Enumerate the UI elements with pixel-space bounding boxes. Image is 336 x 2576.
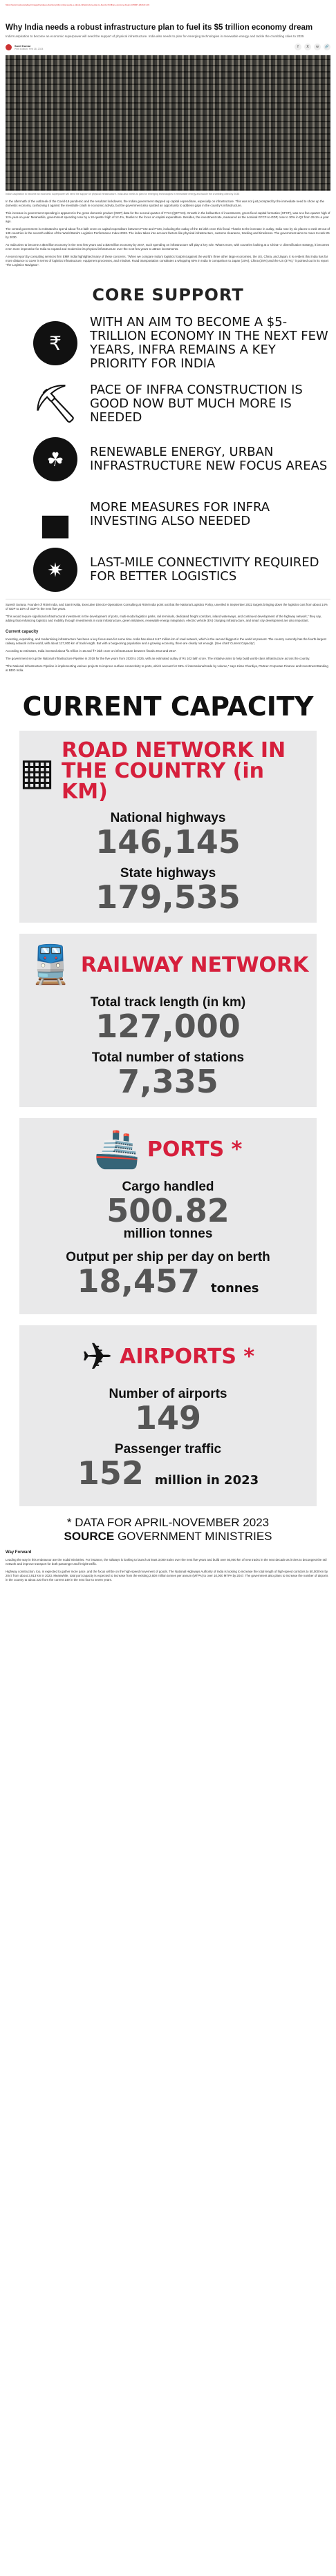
stat-value: 127,000 bbox=[95, 1008, 241, 1045]
stat-label: National highways bbox=[110, 811, 226, 825]
share-bar bbox=[295, 44, 330, 50]
crane-icon: ⛏ bbox=[31, 383, 80, 425]
stat-value: 7,335 bbox=[118, 1063, 218, 1100]
paragraph: "The National Infrastructure Pipeline is implementing various projects to improve surface connectivity to ports, which account for 95% of international trade by volume," says Kiran Chordiya, Partner-Corporate Finance and Investment Banking at BDO India. bbox=[6, 664, 328, 672]
paragraph: The central government is estimated to spend about ₹3.3 lakh crore on capital expenditure between FY22 and FY24, including the outlay of the 15 lakh crore this fiscal. Thanks to the increase in outlay, India rose by six places to rank 38 out of 139 countries in the seventh edition of the World Bank's Logistics Performance Index 2023. The index takes into account factors like physical infrastructure, customs clearance, tracking and timeliness. The government aims to move to rank 25 by 2030. bbox=[6, 227, 330, 239]
footnote-text: * DATA FOR APRIL-NOVEMBER 2023 bbox=[66, 1516, 270, 1529]
source-label: SOURCE bbox=[64, 1530, 115, 1543]
paragraph: Suresh Surana, Founder of RSM India, and Samir Kalia, Executive Director-Operations Consulting at RSM India point out that the National Logistics Policy, unveiled in September 2022 targets bringing down the logistics cost from about 14% of GDP to 10% of GDP in the next five years. bbox=[6, 603, 328, 611]
stat-value: 149 bbox=[134, 1399, 202, 1436]
paragraph: Leading the way in this endeavour are the nodal ministries. For instance, the railways is looking to launch at least 3,000 trains over the next five years and build over 50,000 km of new tracks in the next decade as it tries to decongest the rail network and improve transport for both passenger and freight traffic. bbox=[6, 1558, 327, 1566]
source-line bbox=[6, 1530, 330, 1544]
byline bbox=[6, 43, 330, 51]
source-text: GOVERNMENT MINISTRIES bbox=[117, 1530, 272, 1543]
road-icon: ▦ bbox=[19, 751, 55, 793]
current-capacity-title: CURRENT CAPACITY bbox=[22, 691, 314, 722]
capacity-footnote bbox=[6, 1516, 330, 1544]
article-body-3 bbox=[6, 1550, 330, 1582]
stat-unit: million in 2023 bbox=[154, 1473, 259, 1488]
section-heading: Current capacity bbox=[6, 630, 39, 634]
author-avatar bbox=[6, 44, 12, 50]
page-url[interactable]: https://www.businesstoday.in/magazine/deep-dive/story/why-india-needs-a-robust-infrastructure-plan-to-fuel-its-5-trillion-economy-dream-415927-2024-01-31 bbox=[6, 3, 150, 6]
paragraph: Investing, expanding, and modernising infrastructure has been a key focus area for some time. India has about 6.67 million km of road network, which is the second biggest in the world at present. The country currently has the fourth-largest railway network in the world, with about 127,000 km of track length. But with a burgeoning population and a growing economy, there are clearly not enough. (See chart 'Current Capacity') bbox=[6, 637, 326, 645]
stat-label: State highways bbox=[120, 866, 216, 881]
airports-header: AIRPORTS * bbox=[120, 1344, 255, 1369]
ship-icon: 🚢 bbox=[93, 1128, 140, 1170]
stat-label: Total number of stations bbox=[91, 1050, 245, 1065]
article-body-2 bbox=[6, 603, 330, 673]
ports-header: PORTS * bbox=[147, 1137, 243, 1162]
paragraph: A recent report by consulting services firm EMR India highlighted many of these concerns. "When we compare India's logistics footprint against the world's three other large economies, the US, China, and Japan, it is evident that India has far more distance to cover in terms of logistics infrastructure, equipment processes, and mindset. Road transportation constitutes a whopping 60% in India in comparison to Japan (15%), China (25%) and the US (37%)," it pointed out in its report 'The Logistics Navigator'. bbox=[6, 255, 329, 267]
stat-unit: tonnes bbox=[211, 1281, 259, 1296]
hero-image bbox=[6, 55, 330, 191]
core-item-text: LAST-MILE CONNECTIVITY REQUIRED FOR BETTER LOGISTICS bbox=[90, 555, 319, 584]
paragraph: The government set up the National Infrastructure Pipeline in 2019 for the five years from 2020 to 2025, with an estimated outlay of Rs 102 lakh crore. The initiative aims to help build world-class infrastructure across the country. bbox=[6, 657, 310, 660]
article-subtitle: India's aspiration to become an economic superpower will need the support of physical infrastructure. India also needs to plan for emerging technologies in renewable energy and tackle the crumbling cities to 2035 bbox=[6, 35, 304, 38]
stat-value: 152 bbox=[77, 1454, 144, 1492]
train-icon: 🚆 bbox=[27, 944, 74, 986]
network-icon: ✷ bbox=[33, 548, 77, 592]
stat-label: Output per ship per day on berth bbox=[66, 1250, 270, 1265]
core-item-text: WITH AN AIM TO BECOME A $5-TRILLION ECONOMY IN THE NEXT FEW YEARS, INFRA REMAINS A KEY PRIORITY FOR INDIA bbox=[90, 315, 328, 371]
core-item-text: RENEWABLE ENERGY, URBAN INFRASTRUCTURE NEW FOCUS AREAS bbox=[90, 445, 328, 473]
stat-value: 146,145 bbox=[95, 823, 241, 861]
hero-caption: India's aspiration to become an economic superpower will need the support of physical infrastructure. India also needs to plan for emerging technologies in renewable energy and tackle the crumbling cities by 2035 bbox=[6, 193, 240, 195]
paragraph: This increase in government spending is apparent in the gross domestic product (GDP) data for the second quarter of FY24 (Q2FY24). Growth in the bellwether of investments, gross fixed capital formation (GFCF), was at a five-quarter high of 11% year-on-year. Meanwhile, government spending rose by a 10-quarter high of 12.4%, thanks to the focus on capital expenditure. Besides, the investment rate, measured as the nominal GFCF-to-GDP, rose to 30% in Q2 from 29.1% a year ago. bbox=[6, 211, 330, 223]
money-icon: ▄ bbox=[41, 494, 69, 535]
core-item bbox=[33, 492, 330, 537]
core-item bbox=[33, 382, 330, 426]
stat-label: Passenger traffic bbox=[114, 1442, 222, 1457]
core-item-text: PACE OF INFRA CONSTRUCTION IS GOOD NOW BUT MUCH MORE IS NEEDED bbox=[90, 383, 303, 425]
stat-value-row bbox=[19, 1454, 317, 1497]
roads-header: ROAD NETWORK IN THE COUNTRY (in KM) bbox=[62, 738, 286, 804]
article-title: Why India needs a robust infrastructure plan to fuel its $5 trillion economy dream bbox=[6, 23, 313, 32]
stat-label: Total track length (in km) bbox=[90, 995, 246, 1010]
paragraph: "This would require significant infrastructural investment in the development of ports, multi-modal logistics parks, rail terminals, dedicated freight corridors, inland waterways, and continued development of the highway network," they say, adding that enhancing logistics and mobility through investments in rural infrastructure, green initiatives, renewable energy integration, electric vehicle (EV) charging infrastructure, and smart city development are also important. bbox=[6, 615, 321, 622]
core-item bbox=[33, 548, 330, 592]
core-item-text: MORE MEASURES FOR INFRA INVESTING ALSO NEEDED bbox=[90, 500, 270, 528]
stat-value-row bbox=[19, 1262, 317, 1305]
stat-value: 500.82 bbox=[106, 1192, 230, 1229]
author-name[interactable]: Sunil Kumar bbox=[15, 44, 31, 48]
core-support-title: CORE SUPPORT bbox=[92, 285, 244, 305]
rupee-icon: ₹ bbox=[33, 321, 77, 365]
x-icon[interactable]: X bbox=[304, 44, 311, 50]
stat-label: Number of airports bbox=[109, 1387, 227, 1401]
paragraph: In the aftermath of the outbreak of the Covid-19 pandemic and the resultant lockdowns, the Indian government stepped up capital expenditure, especially on infrastructure. This was not just prompted by the immediate need to shore up the domestic economy, cushioning it against the inevitable crash in economic activity, but the government also spotted an opportunity to address gaps in the country's infrastructure. bbox=[6, 200, 324, 207]
paragraph: According to estimates, India invested about ₹1 trillion in 16 and ₹7 lakh crore on infrastructure between fiscals 2013 and 2017. bbox=[6, 649, 177, 653]
section-heading: Way Forward bbox=[6, 1550, 32, 1555]
facebook-icon[interactable]: f bbox=[295, 44, 301, 50]
stat-unit: million tonnes bbox=[123, 1227, 213, 1241]
paragraph: As India aims to become a $5 trillion economy in the next few years and a $30 trillion economy by 2047, such spending on infrastructure will play a key role. What's more, with countries looking at a 'China+1' diversification strategy, it becomes even more imperative for India to expand and modernise its physical infrastructure over the next few years to attract investments. bbox=[6, 243, 330, 251]
ports-panel bbox=[19, 1118, 317, 1314]
link-icon[interactable]: 🔗 bbox=[324, 45, 330, 49]
stat-label: Cargo handled bbox=[122, 1180, 214, 1194]
railway-header: RAILWAY NETWORK bbox=[80, 952, 309, 977]
roads-panel bbox=[19, 731, 317, 923]
stat-value: 18,457 bbox=[77, 1262, 200, 1300]
airports-panel bbox=[19, 1325, 317, 1506]
leaf-icon: ☘ bbox=[33, 437, 77, 481]
publish-date: Print Edition: Feb 18, 2024 bbox=[15, 47, 44, 50]
railway-panel bbox=[19, 934, 317, 1107]
airplane-icon: ✈ bbox=[81, 1336, 113, 1378]
core-item bbox=[33, 437, 330, 481]
article-body-1 bbox=[6, 200, 330, 267]
core-item bbox=[33, 316, 330, 371]
paragraph: Highway construction, too, is expected to gather more pace, and the focus will be on the high-speed movement of goods. The National Highways Authority of India is looking to increase the total length of high-speed corridors to 50,000 km by 2047 from about 3,913 km in 2023. Meanwhile, total port capacity is expected to increase from the existing 2,600 million tonnes per annum (MTPA) to over 10,000 MTPA by 2047. The government also plans to increase the number of airports in the country to about 220 from the current 149 in the next four to seven years. bbox=[6, 1570, 328, 1582]
whatsapp-icon[interactable]: w bbox=[314, 44, 321, 50]
stat-value: 179,535 bbox=[95, 878, 241, 916]
